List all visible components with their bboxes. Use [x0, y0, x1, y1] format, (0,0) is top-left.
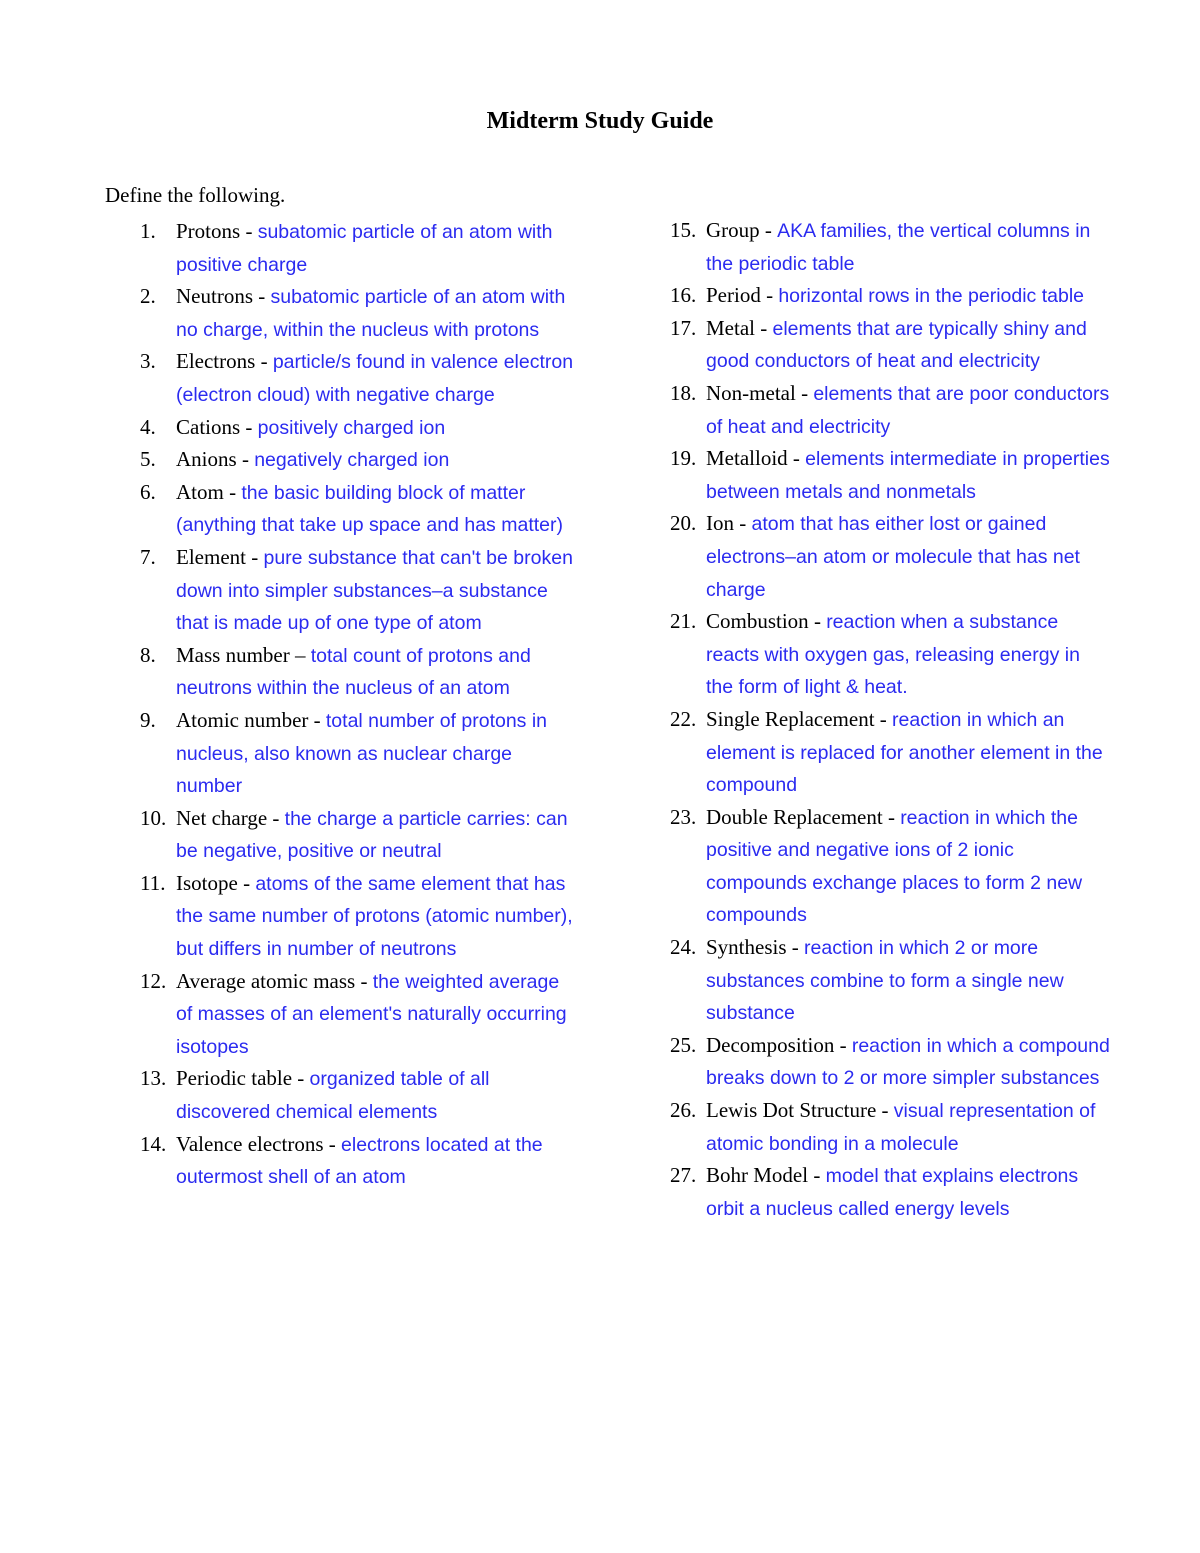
item-number: 18.	[670, 380, 697, 405]
item-number: 16.	[670, 283, 697, 308]
item-number: 13.	[140, 1066, 167, 1091]
definition-list-right	[670, 215, 1110, 1225]
term: Metal	[706, 315, 755, 340]
list-item	[140, 444, 580, 477]
term-separator: -	[323, 1131, 342, 1156]
item-number: 14.	[140, 1131, 167, 1156]
list-item	[140, 1063, 580, 1128]
definition: subatomic particle of an atom with positive charge	[176, 221, 553, 276]
list-item	[140, 705, 580, 803]
term: Atomic number	[176, 707, 309, 732]
item-number: 23.	[670, 804, 697, 829]
term: Mass number	[176, 642, 290, 667]
item-number: 11.	[140, 870, 166, 895]
definition: elements that are typically shiny and good conductors of heat and electricity	[706, 317, 1087, 373]
term: Double Replacement	[706, 804, 883, 829]
definition: organized table of all discovered chemical elements	[176, 1068, 490, 1124]
term: Metalloid	[706, 446, 788, 471]
term: Combustion	[706, 609, 809, 634]
definition: electrons located at the outermost shell of an atom	[176, 1133, 543, 1189]
term: Average atomic mass	[176, 968, 356, 993]
item-number: 3.	[140, 349, 156, 374]
definition: particle/s found in valence electron (electron cloud) with negative charge	[176, 351, 574, 406]
list-item	[670, 443, 1110, 508]
definition: total count of protons and neutrons within the nucleus of an atom	[176, 644, 531, 700]
term-separator: -	[874, 706, 893, 731]
term-separator: -	[734, 511, 752, 536]
term: Ion	[706, 511, 734, 536]
term-separator: -	[786, 935, 805, 960]
item-number: 24.	[670, 935, 697, 960]
term: Element	[176, 544, 246, 569]
list-item	[140, 966, 580, 1064]
definition: elements intermediate in properties between metals and nonmetals	[706, 448, 1110, 503]
definition: positively charged ion	[257, 416, 446, 439]
term-separator: -	[292, 1066, 310, 1091]
definition: horizontal rows in the periodic table	[778, 285, 1084, 308]
term: Period	[706, 283, 761, 308]
term-separator: -	[236, 447, 255, 472]
list-item	[670, 378, 1110, 443]
term: Anions	[176, 447, 237, 472]
term-separator: -	[240, 219, 258, 243]
definition: the charge a particle carries: can be negative, positive or neutral	[176, 807, 568, 863]
definition: atoms of the same element that has the same number of protons (atomic number), but differs in number of neutrons	[176, 872, 573, 961]
item-number: 10.	[140, 805, 167, 830]
list-item	[670, 215, 1110, 280]
term-separator: -	[355, 968, 373, 993]
term-separator: -	[754, 315, 773, 340]
term: Synthesis	[706, 935, 787, 960]
term: Periodic table	[176, 1066, 293, 1091]
item-number: 9.	[140, 707, 156, 732]
term: Cations	[176, 414, 241, 439]
term: Protons	[176, 219, 241, 243]
instructions: Define the following.	[105, 183, 286, 207]
page-title: Midterm Study Guide	[486, 108, 714, 134]
list-item	[140, 346, 580, 411]
term: Atom	[176, 479, 224, 504]
term: Bohr Model	[706, 1163, 809, 1188]
term-separator: -	[876, 1098, 894, 1123]
term: Neutrons	[176, 284, 253, 309]
list-item	[140, 412, 580, 445]
definition: model that explains electrons orbit a nucleus called energy levels	[706, 1165, 1079, 1220]
term: Net charge	[176, 805, 268, 830]
item-number: 20.	[670, 511, 697, 536]
list-item	[670, 1160, 1110, 1225]
term-separator: -	[267, 805, 285, 830]
item-number: 19.	[670, 446, 697, 471]
term-separator: -	[760, 283, 779, 308]
list-item	[670, 704, 1110, 802]
list-item	[140, 1129, 580, 1194]
definition: the basic building block of matter (anything that take up space and has matter)	[176, 481, 563, 537]
term-separator: -	[245, 544, 264, 569]
item-number: 25.	[670, 1032, 697, 1057]
term-separator: -	[808, 1163, 826, 1188]
item-number: 27.	[670, 1163, 697, 1188]
term-separator: –	[289, 642, 311, 667]
definition: subatomic particle of an atom with no charge, within the nucleus with protons	[176, 286, 566, 341]
definition: reaction when a substance reacts with oxygen gas, releasing energy in the form of light & heat.	[706, 611, 1080, 699]
list-item	[140, 803, 580, 868]
term: Single Replacement	[706, 706, 875, 731]
definition: negatively charged ion	[254, 449, 450, 472]
list-item	[140, 477, 580, 542]
item-number: 6.	[140, 479, 156, 504]
term-separator: -	[255, 349, 273, 374]
list-item	[670, 313, 1110, 378]
item-number: 2.	[140, 284, 156, 309]
term: Non-metal	[706, 380, 796, 405]
item-number: 7.	[140, 544, 156, 569]
list-item	[670, 606, 1110, 704]
list-item	[140, 216, 580, 281]
list-item	[670, 280, 1110, 313]
term-separator: -	[795, 380, 814, 405]
term: Decomposition	[706, 1032, 835, 1057]
definition: the weighted average of masses of an element's naturally occurring isotopes	[176, 970, 567, 1058]
list-item	[670, 1030, 1110, 1095]
definition: reaction in which an element is replaced for another element in the compound	[706, 708, 1103, 797]
item-number: 5.	[140, 447, 156, 472]
term-separator: -	[253, 284, 271, 309]
list-item	[140, 640, 580, 705]
term: Isotope	[176, 870, 238, 895]
term-separator: -	[808, 609, 827, 634]
definition: visual representation of atomic bonding in a molecule	[706, 1100, 1096, 1155]
list-item	[670, 508, 1110, 606]
item-number: 26.	[670, 1098, 697, 1123]
definition-list-left	[140, 216, 580, 1194]
list-item	[140, 281, 580, 346]
list-item	[670, 1095, 1110, 1160]
definition: reaction in which a compound breaks down to 2 or more simpler substances	[706, 1034, 1110, 1090]
term-separator: -	[237, 870, 256, 895]
term-separator: -	[308, 707, 326, 732]
list-item	[140, 868, 580, 966]
definition: AKA families, the vertical columns in the periodic table	[706, 220, 1091, 275]
definition: atom that has either lost or gained electrons–an atom or molecule that has net charge	[706, 513, 1080, 601]
list-item	[670, 932, 1110, 1030]
item-number: 17.	[670, 315, 697, 340]
definition: total number of protons in nucleus, also known as nuclear charge number	[176, 709, 548, 798]
list-item	[140, 542, 580, 640]
term: Lewis Dot Structure	[706, 1098, 877, 1123]
definition: reaction in which 2 or more substances combine to form a single new substance	[706, 937, 1064, 1025]
term-separator: -	[882, 804, 901, 829]
term-separator: -	[759, 218, 778, 242]
item-number: 22.	[670, 706, 697, 731]
term: Electrons	[176, 349, 256, 374]
definition: reaction in which the positive and negative ions of 2 ionic compounds exchange places to form 2 new compounds	[706, 806, 1083, 927]
term-separator: -	[834, 1032, 852, 1057]
definition: elements that are poor conductors of heat and electricity	[706, 382, 1110, 438]
term-separator: -	[787, 446, 806, 471]
item-number: 4.	[140, 414, 156, 439]
term: Valence electrons	[176, 1131, 324, 1156]
item-number: 12.	[140, 968, 167, 993]
definition: pure substance that can't be broken down into simpler substances–a substance that is made up of one type of atom	[176, 546, 573, 635]
item-number: 1.	[140, 219, 156, 243]
term: Group	[706, 218, 760, 242]
term-separator: -	[223, 479, 242, 504]
item-number: 8.	[140, 642, 156, 667]
list-item	[670, 802, 1110, 932]
term-separator: -	[240, 414, 258, 439]
item-number: 15.	[670, 218, 697, 242]
item-number: 21.	[670, 609, 697, 634]
